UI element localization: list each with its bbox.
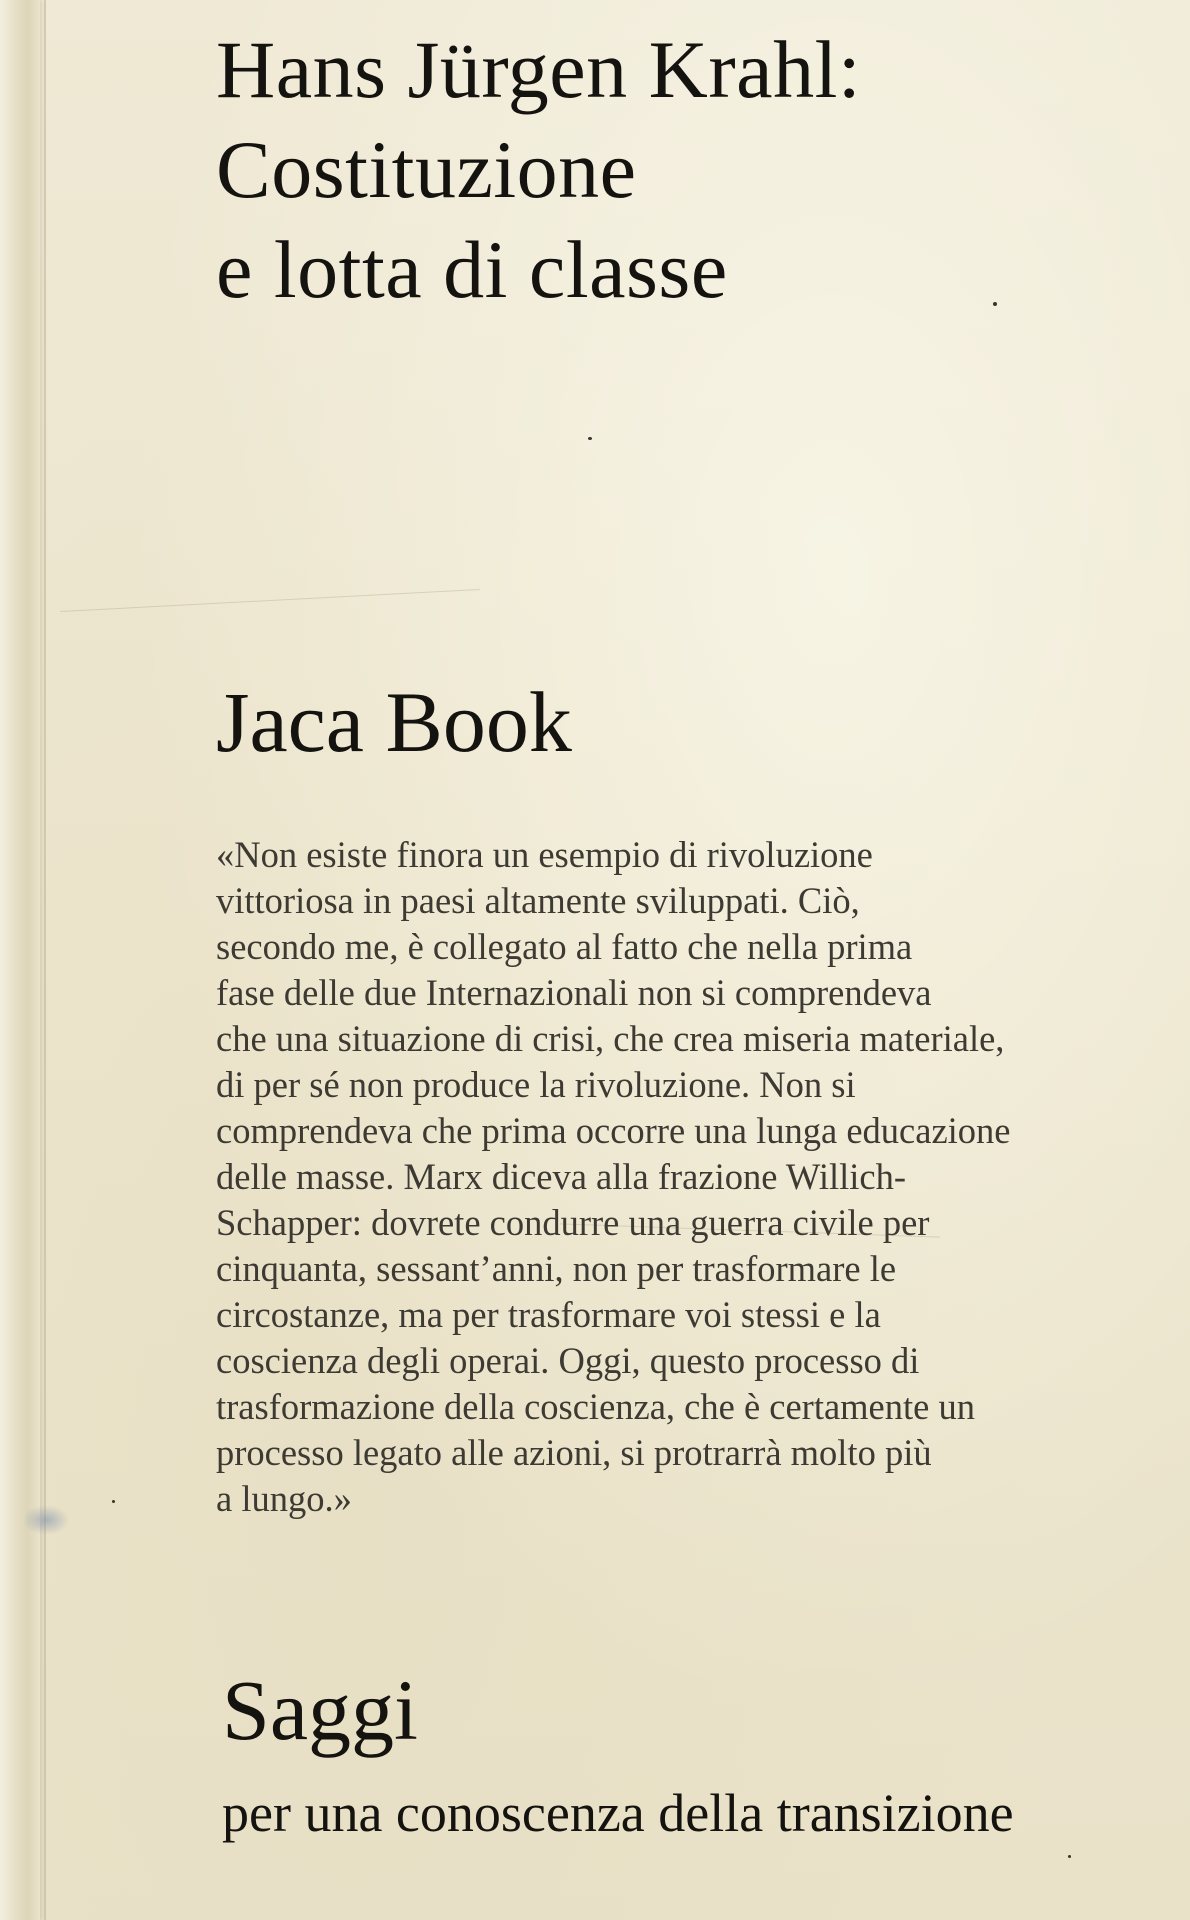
quote-line: di per sé non produce la rivoluzione. Non si bbox=[216, 1064, 856, 1105]
quote-line: coscienza degli operai. Oggi, questo processo di bbox=[216, 1340, 920, 1381]
author-and-title bbox=[216, 20, 1116, 320]
quote-line: a lungo.» bbox=[216, 1478, 352, 1519]
quote-line: cinquanta, sessant’anni, non per trasformare le bbox=[216, 1248, 897, 1289]
quote-line: Schapper: dovrete condurre una guerra civile per bbox=[216, 1202, 930, 1243]
author-name: Hans Jürgen Krahl: bbox=[216, 24, 862, 115]
quote-line: fase delle due Internazionali non si comprendeva bbox=[216, 972, 932, 1013]
spine-edge bbox=[0, 0, 40, 1920]
quote-line: circostanze, ma per trasformare voi stessi e la bbox=[216, 1294, 881, 1335]
series-subtitle: per una conoscenza della transizione bbox=[222, 1783, 1014, 1843]
spine-fold-line bbox=[44, 0, 46, 1920]
quote-line: delle masse. Marx diceva alla frazione Willich- bbox=[216, 1156, 907, 1197]
back-cover-quote bbox=[216, 832, 1146, 1522]
paper-crease bbox=[60, 589, 479, 612]
book-title-line-1: Costituzione bbox=[216, 124, 637, 215]
quote-line: trasformazione della coscienza, che è certamente un bbox=[216, 1386, 975, 1427]
book-title-line-2: e lotta di classe bbox=[216, 224, 728, 315]
paper-speck bbox=[112, 1500, 115, 1503]
quote-line: «Non esiste finora un esempio di rivoluzione bbox=[216, 834, 873, 875]
quote-line: che una situazione di crisi, che crea miseria materiale, bbox=[216, 1018, 1005, 1059]
paper-stain bbox=[22, 1505, 70, 1535]
quote-line: comprendeva che prima occorre una lunga educazione bbox=[216, 1110, 1011, 1151]
series-title: Saggi bbox=[222, 1662, 418, 1758]
paper-speck bbox=[1068, 1855, 1071, 1858]
quote-line: processo legato alle azioni, si protrarrà molto più bbox=[216, 1432, 932, 1473]
paper-speck bbox=[588, 437, 592, 440]
quote-line: vittoriosa in paesi altamente sviluppati. Ciò, bbox=[216, 880, 860, 921]
publisher-name: Jaca Book bbox=[216, 674, 572, 770]
quote-line: secondo me, è collegato al fatto che nella prima bbox=[216, 926, 913, 967]
